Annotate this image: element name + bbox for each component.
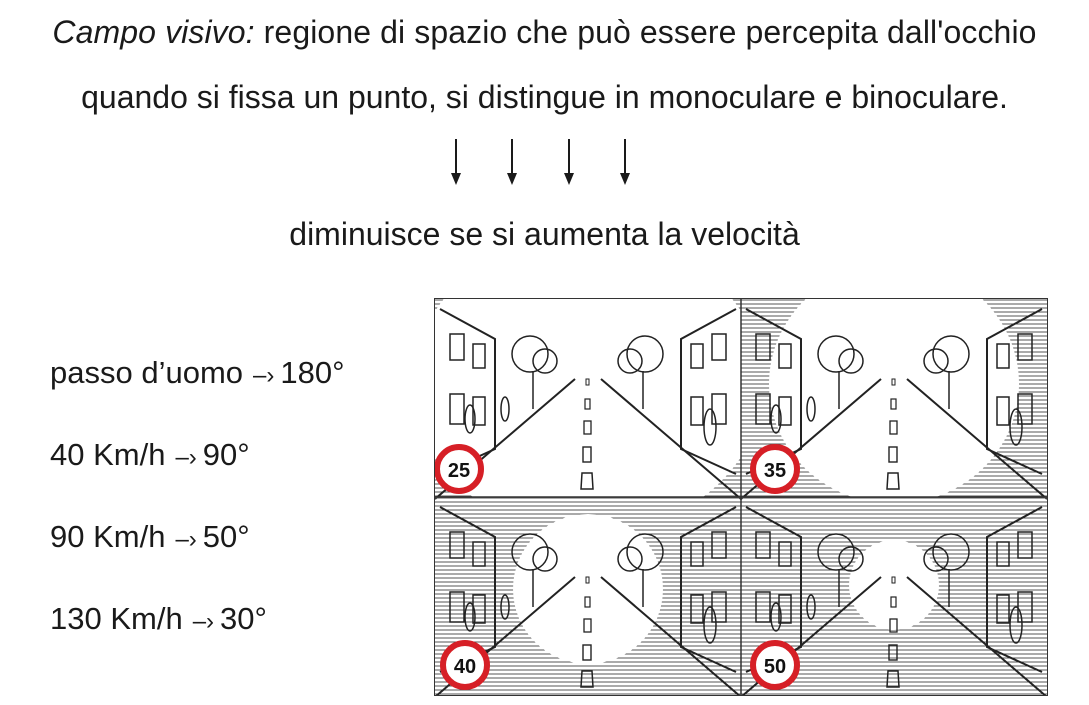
speed-angle: 180° [280, 355, 345, 390]
speed-item [50, 355, 344, 391]
speed-label: passo d’uomo [50, 355, 244, 390]
down-arrow-icon [620, 139, 630, 185]
speed-sign-25 [437, 447, 481, 491]
speed-sign-35 [753, 447, 797, 491]
arrow-icon: –› [192, 608, 215, 635]
panel-35 [741, 299, 1047, 504]
arrow-icon: –› [175, 444, 197, 471]
down-arrow-icon [564, 139, 574, 185]
visual-field-illustration [434, 298, 1048, 696]
svg-text:25: 25 [447, 460, 471, 482]
panel-40 [435, 497, 741, 695]
speed-angle: 90° [202, 437, 250, 472]
speed-label: 130 Km/h [50, 601, 183, 636]
svg-text:40: 40 [453, 656, 477, 678]
speed-item [50, 437, 250, 473]
definition-line-2: quando si fissa un punto, si distingue in monoculare e binoculare. [81, 79, 1008, 115]
svg-text:35: 35 [763, 460, 787, 482]
definition-line-1 [0, 14, 1089, 51]
speed-label: 90 Km/h [50, 519, 166, 554]
speed-consequence: diminuisce se si aumenta la velocità [289, 216, 800, 252]
speed-sign-40 [443, 643, 487, 687]
definition-text-1: regione di spazio che può essere percepita dall'occhio [254, 14, 1037, 50]
down-arrow-icon [451, 139, 461, 185]
definition-term: Campo visivo: [52, 14, 255, 50]
svg-text:50: 50 [763, 656, 787, 678]
visual-field-panels [435, 299, 1047, 695]
speed-angle: 30° [220, 601, 267, 636]
speed-item [50, 519, 250, 555]
arrow-icon: –› [175, 526, 197, 553]
down-arrows [446, 137, 636, 187]
down-arrow-icon [507, 139, 517, 185]
speed-angle: 50° [202, 519, 250, 554]
speed-label: 40 Km/h [50, 437, 166, 472]
speed-sign-50 [753, 643, 797, 687]
panel-50 [741, 497, 1047, 695]
speed-item [50, 601, 267, 637]
arrow-icon: –› [253, 362, 275, 389]
